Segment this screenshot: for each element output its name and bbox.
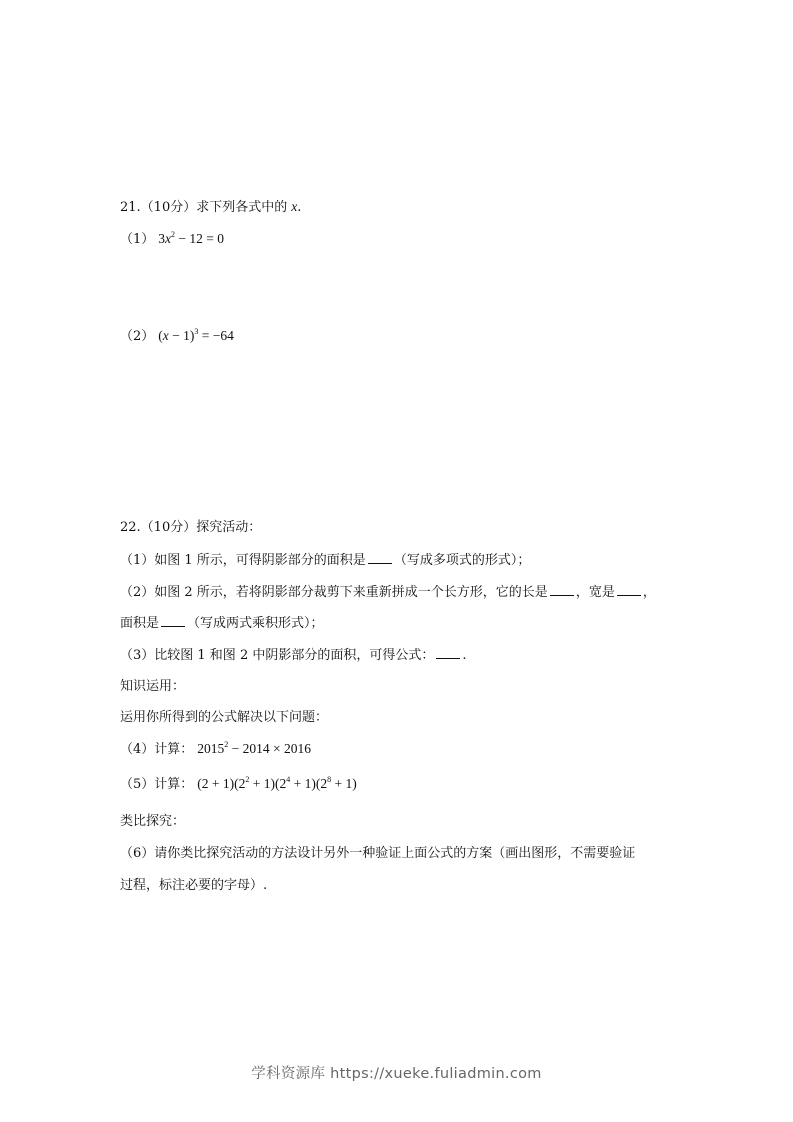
expr-exponent: 2 (224, 740, 229, 749)
q21-heading-text: 21.（10分）求下列各式中的 (120, 200, 288, 215)
q22-part2-text: （2）如图 2 所示，若将阴影部分裁剪下来重新拼成一个长方形，它的长是 (120, 585, 548, 600)
q21-part2-label: （2） (120, 329, 155, 344)
eq-rest: − 12 = 0 (175, 231, 225, 246)
q22-part2-comma: ， (642, 585, 656, 600)
answer-blank (617, 584, 641, 596)
analogy-heading: 类比探究： (120, 814, 186, 829)
q22-part5-expression (197, 776, 356, 791)
q22-part5 (120, 776, 357, 793)
expr-base: 2015 (197, 741, 225, 756)
q22-part4-label: （4）计算： (120, 742, 194, 757)
q22-part1 (120, 552, 530, 569)
footer-source-text: 学科资源库 https://xueke.fuliadmin.com (251, 1066, 542, 1082)
q22-part4 (120, 741, 311, 758)
q22-part1-tail: （写成多项式的形式）； (393, 553, 531, 568)
expr-exponent: 8 (327, 775, 332, 784)
expr-seg: (2 + 1)(2 (197, 776, 246, 791)
q22-part3-text: （3）比较图 1 和图 2 中阴影部分的面积，可得公式： (120, 648, 435, 663)
knowledge-heading: 知识运用： (120, 679, 186, 694)
q22-part1-text: （1）如图 1 所示，可得阴影部分的面积是 (120, 553, 366, 568)
answer-blank (550, 584, 574, 596)
eq-exponent: 2 (171, 230, 176, 239)
q21-part1-label: （1） (120, 232, 155, 247)
q21-heading-end: . (297, 200, 302, 215)
q21-part2 (120, 328, 234, 345)
q22-part2-tail: （写成两式乘积形式）； (187, 616, 324, 631)
answer-blank (161, 615, 185, 627)
eq-rest: = −64 (198, 328, 234, 343)
q22-part4-expression (197, 741, 311, 756)
expr-seg: + 1)(2 (290, 776, 328, 791)
knowledge-intro: 运用你所得到的公式解决以下问题： (120, 710, 329, 725)
q22-part2 (120, 584, 656, 601)
expr-seg: + 1) (331, 776, 357, 791)
eq-exponent: 3 (194, 327, 199, 336)
eq-var: x (162, 328, 169, 343)
eq-mid: − 1) (168, 328, 195, 343)
q21-heading-var: x (291, 199, 298, 214)
expr-exponent: 4 (286, 775, 291, 784)
expr-rest: − 2014 × 2016 (228, 741, 312, 756)
answer-blank (436, 647, 460, 659)
expr-seg: + 1)(2 (249, 776, 287, 791)
q21-heading (120, 199, 301, 216)
q22-part3-end: . (462, 648, 467, 663)
eq-var: x (165, 231, 172, 246)
q21-part1 (120, 231, 224, 248)
q22-part3 (120, 647, 466, 664)
q22-part2-cont (120, 615, 324, 632)
q22-part6-line2: 过程，标注必要的字母）. (120, 878, 268, 893)
eq-open: ( (158, 328, 163, 343)
expr-exponent: 2 (245, 775, 250, 784)
answer-blank (368, 552, 392, 564)
q22-part2-width: ，宽是 (575, 585, 615, 600)
q22-part2-area: 面积是 (120, 616, 160, 631)
q22-part5-label: （5）计算： (120, 777, 194, 792)
eq-coef: 3 (158, 231, 166, 246)
q22-part6-line1: （6）请你类比探究活动的方法设计另外一种验证上面公式的方案（画出图形，不需要验证 (120, 846, 636, 861)
q21-part1-equation (158, 231, 224, 246)
q21-part2-equation (158, 328, 234, 343)
q22-heading: 22.（10分）探究活动： (120, 520, 262, 535)
